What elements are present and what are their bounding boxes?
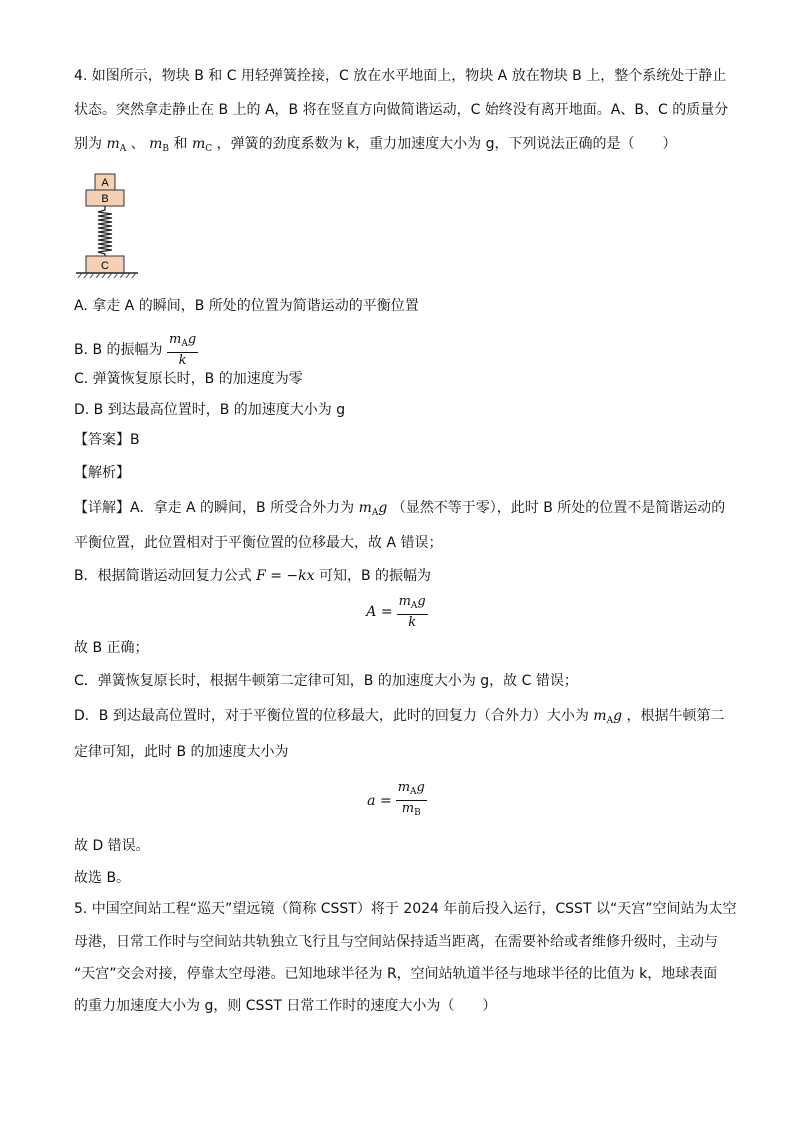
choose-answer: 故选 B。 — [74, 870, 131, 886]
amplitude-fraction: $\frac{m_Ag}{k}$ — [169, 332, 197, 368]
b-correct: 故 B 正确； — [74, 640, 149, 656]
detail-d-line-1: D．B 到达最高位置时，对于平衡位置的位移最大，此时的回复力（合外力）大小为 $m_Ag$ ，根据牛顿第二 — [74, 708, 725, 726]
mass-b-symbol: $m_B$ — [149, 136, 170, 154]
acceleration-equation: a = $\frac{m_Ag}{m_B}$ — [367, 780, 425, 818]
detail-line-1: 【详解】A．拿走 A 的瞬间，B 所受合外力为 $m_Ag$ （显然不等于零），此时 B 所处的位置不是简谐运动的 — [74, 500, 726, 518]
detail-c: C．弹簧恢复原长时，根据牛顿第二定律可知，B 的加速度大小为 g，故 C 错误； — [74, 673, 578, 689]
mass-a-symbol: $m_A$ — [106, 136, 127, 154]
detail-line-3: B．根据简谐运动回复力公式 F = −kx 可知，B 的振幅为 — [74, 568, 432, 584]
d-wrong: 故 D 错误。 — [74, 838, 150, 854]
restoring-force-formula: F = −kx — [256, 568, 315, 584]
q4-line-1: 4. 如图所示，物块 B 和 C 用轻弹簧拴接，C 放在水平地面上，物块 A 放在物块 B 上，整个系统处于静止 — [74, 68, 727, 84]
detail-line-2: 平衡位置，此位置相对于平衡位置的位移最大，故 A 错误； — [74, 535, 443, 551]
block-b-label: B — [101, 193, 109, 205]
option-d: D. B 到达最高位置时，B 的加速度大小为 g — [74, 402, 346, 418]
q5-line-1: 5. 中国空间站工程“巡天”望远镜（简称 CSST）将于 2024 年前后投入运行，CSST 以“天宫”空间站为太空 — [74, 901, 737, 917]
mass-c-symbol: $m_C$ — [191, 136, 213, 154]
block-c-label: C — [101, 260, 109, 272]
block-a-label: A — [101, 177, 109, 189]
q4-line-2: 状态。突然拿走静止在 B 上的 A，B 将在竖直方向做简谐运动，C 始终没有离开地面。A、B、C 的质量分 — [74, 102, 729, 118]
detail-d-line-2: 定律可知，此时 B 的加速度大小为 — [74, 744, 289, 760]
amplitude-equation: A = $\frac{m_Ag}{k}$ — [366, 594, 426, 630]
option-a: A. 拿走 A 的瞬间，B 所处的位置为简谐运动的平衡位置 — [74, 298, 419, 314]
spring — [98, 206, 112, 256]
option-c: C. 弹簧恢复原长时，B 的加速度为零 — [74, 371, 303, 387]
q4-line-3: 别为 $m_A$ 、 $m_B$ 和 $m_C$ ，弹簧的劲度系数为 k，重力加速度大小为 g，下列说法正确的是（ ） — [74, 136, 677, 154]
option-b: B. B 的振幅为 $\frac{m_Ag}{k}$ — [74, 332, 197, 368]
spring-block-diagram — [74, 170, 144, 282]
answer-label: 【答案】B — [74, 432, 140, 448]
q5-line-2: 母港，日常工作时与空间站共轨独立飞行且与空间站保持适当距离，在需要补给或者维修升级时，主动与 — [74, 934, 718, 950]
q5-line-3: “天宫”交会对接，停靠太空母港。已知地球半径为 R，空间站轨道半径与地球半径的比值为 k，地球表面 — [74, 966, 718, 982]
q5-line-4: 的重力加速度大小为 g，则 CSST 日常工作时的速度大小为（ ） — [74, 998, 497, 1014]
analysis-label: 【解析】 — [74, 465, 130, 481]
